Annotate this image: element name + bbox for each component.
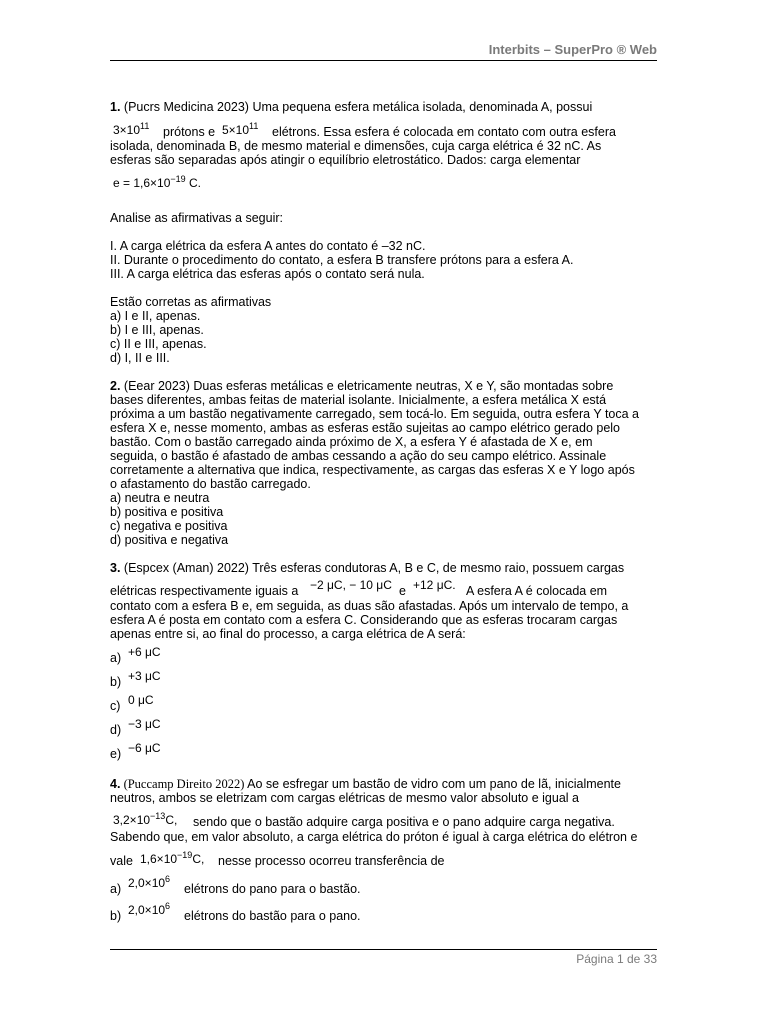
footer-divider [110, 949, 657, 950]
q1-source-text: (Pucrs Medicina 2023) Uma pequena esfera metálica isolada, denominada A, possui [120, 100, 593, 114]
q2-number: 2. [110, 379, 121, 393]
q3-source-text: (Espcex (Aman) 2022) Três esferas condutoras A, B e C, de mesmo raio, possuem cargas [120, 561, 625, 575]
q3-line-1 [110, 561, 624, 575]
q3-option-b-letter: b) [110, 675, 122, 689]
q2-line-6: seguida, o bastão é afastado de ambas cessando a ação do seu campo elétrico. Assinale [110, 449, 607, 463]
q3-line-4: esfera A é posta em contato com a esfera C. Considerando que as esferas trocaram cargas [110, 613, 618, 627]
q4-option-a-letter: a) [110, 882, 122, 896]
page-number: Página 1 de 33 [576, 952, 657, 966]
q4-option-b-letter: b) [110, 909, 122, 923]
q4-line-1-text: Ao se esfregar um bastão de vidro com um pano de lã, inicialmente [244, 777, 621, 791]
q4-option-a-base: 2,0×10 [128, 876, 166, 890]
q2-line-7: corretamente a alternativa que indica, respectivamente, as cargas das esferas X e Y logo após [110, 463, 635, 477]
q1-prompt: Estão corretas as afirmativas [110, 295, 272, 309]
q4-line-5a: vale [110, 854, 133, 868]
q4-math-elementary-charge [140, 852, 204, 866]
q4-math-charge-exp: −13 [150, 811, 166, 821]
q1-statement-3: III. A carga elétrica das esferas após o contato será nula. [110, 267, 425, 281]
q4-option-b-base: 2,0×10 [128, 903, 166, 917]
q1-math-electrons-base: 5×10 [222, 123, 250, 137]
q4-math-elementary-exp: −19 [177, 850, 193, 860]
q1-option-a: a) I e II, apenas. [110, 309, 201, 323]
q2-option-c: c) negativa e positiva [110, 519, 228, 533]
q1-number: 1. [110, 100, 121, 114]
q3-line-3: contato com a esfera B e, em seguida, as duas são afastadas. Após um intervalo de tempo, a [110, 599, 629, 613]
q3-math-charges: −2 μC, − 10 μC [310, 578, 392, 592]
q2-line-3: próxima a um bastão negativamente carregado, sem tocá-lo. Em seguida, outra esfera Y toca a [110, 407, 639, 421]
q4-source-text: (Puccamp Direito 2022) [120, 777, 245, 791]
q1-math-electrons-exp: 11 [249, 121, 259, 131]
q4-math-elementary-base: 1,6×10 [140, 852, 178, 866]
document-header: Interbits – SuperPro ® Web [488, 42, 657, 57]
header-divider [110, 60, 657, 61]
q1-option-d: d) I, II e III. [110, 351, 170, 365]
q1-statement-2: II. Durante o procedimento do contato, a esfera B transfere prótons para a esfera A. [110, 253, 574, 267]
q2-line-1 [110, 379, 613, 393]
q2-option-b: b) positiva e positiva [110, 505, 224, 519]
q3-option-d-letter: d) [110, 723, 122, 737]
q4-option-b-exp: 6 [165, 901, 171, 911]
q4-option-a-text: elétrons do pano para o bastão. [184, 882, 361, 896]
q3-number: 3. [110, 561, 121, 575]
q4-option-b-math [128, 903, 170, 917]
q1-line-3: isolada, denominada B, de mesmo material e dimensões, cuja carga elétrica é 32 nC. As [110, 139, 602, 153]
q3-line-2b: e [399, 584, 406, 598]
q3-option-d [110, 723, 121, 737]
q1-statement-1: I. A carga elétrica da esfera A antes do contato é –32 nC. [110, 239, 426, 253]
q4-option-b [110, 909, 121, 923]
q4-option-b-text: elétrons do bastão para o pano. [184, 909, 361, 923]
q2-line-8: o afastamento do bastão carregado. [110, 477, 311, 491]
q3-option-e-value: −6 μC [128, 741, 161, 755]
q4-option-a [110, 882, 121, 896]
q4-number: 4. [110, 777, 121, 791]
q1-option-b: b) I e III, apenas. [110, 323, 204, 337]
q4-line-2: neutros, ambos se eletrizam com cargas elétricas de mesmo valor absoluto e igual a [110, 791, 579, 805]
q4-line-5b: nesse processo ocorreu transferência de [218, 854, 445, 868]
q1-line-2a: prótons e [163, 125, 216, 139]
q4-option-a-exp: 6 [165, 874, 171, 884]
q4-line-3: sendo que o bastão adquire carga positiva e o pano adquire carga negativa. [193, 815, 615, 829]
q1-line-1 [110, 100, 592, 114]
q3-option-b [110, 675, 121, 689]
q3-option-d-value: −3 μC [128, 717, 161, 731]
q1-math-charge-unit: C. [185, 176, 202, 190]
q3-option-a-value: +6 μC [128, 645, 161, 659]
q3-option-a [110, 651, 121, 665]
q1-math-protons-exp: 11 [140, 121, 150, 131]
q2-line-5: bastão. Com o bastão carregado ainda próximo de X, a esfera Y é afastada de X e, em [110, 435, 593, 449]
q4-math-charge-unit: C, [165, 813, 178, 827]
q4-line-4: Sabendo que, em valor absoluto, a carga elétrica do próton é igual à carga elétrica do elétron e [110, 830, 638, 844]
q1-math-electrons [222, 123, 258, 137]
q4-math-charge-base: 3,2×10 [113, 813, 151, 827]
q1-math-elementary-charge [113, 176, 201, 190]
q3-option-e-letter: e) [110, 747, 122, 761]
q3-option-c-letter: c) [110, 699, 121, 713]
q2-source-text: (Eear 2023) Duas esferas metálicas e eletricamente neutras, X e Y, são montadas sobre [120, 379, 614, 393]
q3-option-e [110, 747, 121, 761]
q1-option-c: c) II e III, apenas. [110, 337, 207, 351]
q1-math-protons [113, 123, 149, 137]
q1-line-2b: elétrons. Essa esfera é colocada em contato com outra esfera [272, 125, 616, 139]
q2-line-4: esfera X e, nesse momento, ambas as esferas estão sujeitas ao campo elétrico gerado pelo [110, 421, 621, 435]
q3-line-2a: elétricas respectivamente iguais a [110, 584, 299, 598]
q3-math-charge-c: +12 μC. [413, 578, 456, 592]
q3-option-c-value: 0 μC [128, 693, 154, 707]
q3-option-a-letter: a) [110, 651, 122, 665]
q2-option-a: a) neutra e neutra [110, 491, 210, 505]
q3-line-5: apenas entre si, ao final do processo, a carga elétrica de A será: [110, 627, 466, 641]
q1-line-4: esferas são separadas após atingir o equilíbrio eletrostático. Dados: carga elementar [110, 153, 581, 167]
q4-math-elementary-unit: C, [192, 852, 205, 866]
q4-line-1 [110, 777, 621, 791]
q3-option-c [110, 699, 120, 713]
q1-intro: Analise as afirmativas a seguir: [110, 211, 283, 225]
q3-option-b-value: +3 μC [128, 669, 161, 683]
q4-option-a-math [128, 876, 170, 890]
q1-math-charge-exp: −19 [170, 174, 186, 184]
q4-math-charge [113, 813, 177, 827]
q2-line-2: bases diferentes, ambas feitas de material isolante. Inicialmente, a esfera metálica X está [110, 393, 607, 407]
q2-option-d: d) positiva e negativa [110, 533, 229, 547]
q1-math-charge-base: e = 1,6×10 [113, 176, 171, 190]
q1-math-protons-base: 3×10 [113, 123, 141, 137]
q3-line-2c: A esfera A é colocada em [466, 584, 608, 598]
